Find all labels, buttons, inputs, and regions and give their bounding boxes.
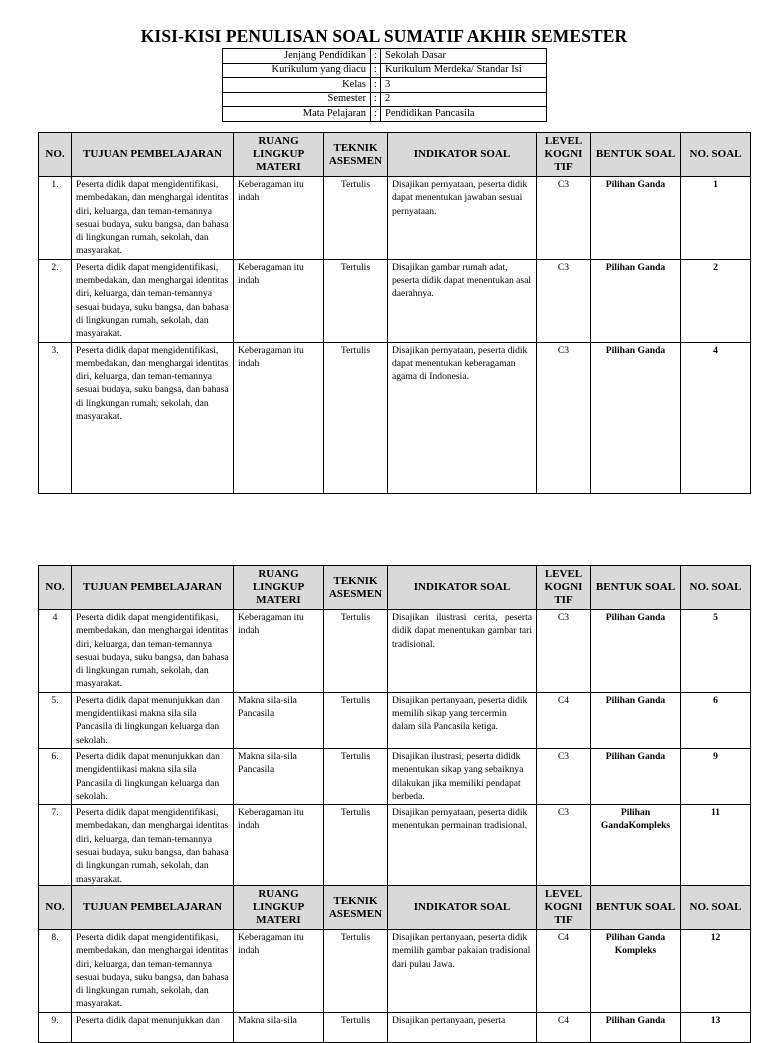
- table-row: [39, 930, 751, 1013]
- header-no-line: NO.: [45, 581, 65, 593]
- kisi-table-3: [38, 885, 751, 1043]
- row-tujuan: Peserta didik dapat mengidentifikasi, membedakan, dan menghargai identitas diri, keluarga, dan teman-temannya sesuai budaya, suku bangsa, dan bahasa di lingkungan rumah, sekolah, dan masyarakat.: [72, 342, 234, 493]
- kisi-table-1: [38, 132, 751, 494]
- document-title: KISI-KISI PENULISAN SOAL SUMATIF AKHIR SEMESTER: [140, 26, 628, 46]
- header-nosoal-line: NO. SOAL: [689, 581, 742, 593]
- table-row: [39, 805, 751, 888]
- header-level-line: KOGNI: [544, 581, 583, 593]
- row-number: 6.: [39, 748, 72, 804]
- header-level-line: LEVEL: [544, 568, 583, 580]
- identity-separator: :: [371, 92, 381, 107]
- identity-label: Jenjang Pendidikan: [223, 49, 371, 64]
- header-ruang-lingkup-line: LINGKUP: [252, 901, 305, 913]
- row-level: C3: [537, 610, 591, 693]
- row-tujuan: Peserta didik dapat menunjukkan dan mengidentiikasi makna sila sila Pancasila di lingkungan keluarga dan sekolah.: [72, 748, 234, 804]
- row-teknik: Tertulis: [324, 610, 388, 693]
- header-teknik: [324, 566, 388, 610]
- header-ruang-lingkup-line: LINGKUP: [252, 148, 305, 160]
- row-bentuk: Pilihan Ganda: [591, 748, 681, 804]
- row-teknik: Tertulis: [324, 805, 388, 888]
- header-no-line: NO.: [45, 901, 65, 913]
- row-indikator: Disajikan pernyataan, peserta didik dapat menentukan jawaban sesuai pernyataan.: [388, 177, 537, 260]
- row-indikator: Disajikan pertanyaan, peserta didik memilih gambar pakaian tradisional dari pulau Jawa.: [388, 930, 537, 1013]
- header-no: [39, 133, 72, 177]
- header-bentuk: [591, 133, 681, 177]
- row-nosoal: 2: [681, 259, 751, 342]
- row-nosoal: 1: [681, 177, 751, 260]
- header-ruang-lingkup: [234, 566, 324, 610]
- header-level-line: TIF: [554, 161, 573, 173]
- header-indikator: [388, 133, 537, 177]
- row-bentuk: Pilihan GandaKompleks: [591, 805, 681, 888]
- header-level-line: TIF: [554, 594, 573, 606]
- header-indikator-line: INDIKATOR SOAL: [413, 148, 511, 160]
- table-row: [39, 1012, 751, 1042]
- header-level-line: LEVEL: [544, 888, 583, 900]
- header-level-line: KOGNI: [544, 901, 583, 913]
- row-materi: Makna sila-sila: [234, 1012, 324, 1042]
- row-tujuan: Peserta didik dapat mengidentifikasi, membedakan, dan menghargai identitas diri, keluarga, dan teman-temannya sesuai budaya, suku bangsa, dan bahasa di lingkungan rumah, sekolah, dan masyarakat.: [72, 259, 234, 342]
- row-level: C3: [537, 805, 591, 888]
- identity-label: Mata Pelajaran: [223, 107, 371, 122]
- header-teknik-line: ASESMEN: [328, 154, 383, 167]
- header-nosoal-line: NO. SOAL: [689, 901, 742, 913]
- header-nosoal: [681, 133, 751, 177]
- header-indikator-line: INDIKATOR SOAL: [413, 581, 511, 593]
- row-bentuk: Pilihan Ganda: [591, 610, 681, 693]
- row-level: C4: [537, 930, 591, 1013]
- row-teknik: Tertulis: [324, 177, 388, 260]
- row-materi: Keberagaman itu indah: [234, 177, 324, 260]
- header-teknik-line: TEKNIK: [333, 574, 378, 587]
- header-teknik-line: ASESMEN: [328, 587, 383, 600]
- row-teknik: Tertulis: [324, 342, 388, 493]
- header-level: [537, 566, 591, 610]
- header-ruang-lingkup-line: MATERI: [256, 594, 301, 606]
- header-level: [537, 133, 591, 177]
- header-nosoal-line: NO. SOAL: [689, 148, 742, 160]
- header-tujuan-line: TUJUAN PEMBELAJARAN: [82, 148, 223, 160]
- row-number: 7.: [39, 805, 72, 888]
- kisi-table-2: [38, 565, 751, 888]
- header-ruang-lingkup-line: LINGKUP: [252, 581, 305, 593]
- row-tujuan: Peserta didik dapat menunjukkan dan mengidentiikasi makna sila sila Pancasila di lingkungan keluarga dan sekolah.: [72, 692, 234, 748]
- identity-label: Kelas: [223, 78, 371, 93]
- header-indikator: [388, 566, 537, 610]
- header-ruang-lingkup-line: RUANG: [258, 568, 299, 580]
- row-level: C3: [537, 342, 591, 493]
- identity-row: [223, 92, 547, 107]
- table-row: [39, 259, 751, 342]
- header-teknik-line: TEKNIK: [333, 141, 378, 154]
- header-nosoal: [681, 566, 751, 610]
- header-ruang-lingkup-line: MATERI: [256, 914, 301, 926]
- identity-row: [223, 49, 547, 64]
- header-bentuk-line: BENTUK SOAL: [595, 581, 676, 593]
- identity-value: Sekolah Dasar: [381, 49, 547, 64]
- row-indikator: Disajikan pertanyaan, peserta didik memilih sikap yang tercermin dalam sila Pancasila ketiga.: [388, 692, 537, 748]
- table-row: [39, 748, 751, 804]
- row-number: 8.: [39, 930, 72, 1013]
- header-level-line: KOGNI: [544, 148, 583, 160]
- row-indikator: Disajikan pernyataan, peserta didik menentukan permainan tradisional.: [388, 805, 537, 888]
- row-nosoal: 11: [681, 805, 751, 888]
- row-tujuan: Peserta didik dapat mengidentifikasi, membedakan, dan menghargai identitas diri, keluarga, dan teman-temannya sesuai budaya, suku bangsa, dan bahasa di lingkungan rumah, sekolah, dan masyarakat.: [72, 177, 234, 260]
- identity-row: [223, 63, 547, 78]
- row-level: C3: [537, 177, 591, 260]
- row-materi: Keberagaman itu indah: [234, 259, 324, 342]
- row-teknik: Tertulis: [324, 748, 388, 804]
- header-nosoal: [681, 886, 751, 930]
- row-level: C4: [537, 1012, 591, 1042]
- identity-table: [222, 48, 547, 122]
- header-ruang-lingkup: [234, 886, 324, 930]
- header-indikator-line: INDIKATOR SOAL: [413, 901, 511, 913]
- identity-value: Pendidikan Pancasila: [381, 107, 547, 122]
- row-tujuan: Peserta didik dapat menunjukkan dan: [72, 1012, 234, 1042]
- identity-separator: :: [371, 107, 381, 122]
- row-bentuk: Pilihan Ganda Kompleks: [591, 930, 681, 1013]
- row-teknik: Tertulis: [324, 930, 388, 1013]
- header-bentuk-line: BENTUK SOAL: [595, 901, 676, 913]
- header-no-line: NO.: [45, 148, 65, 160]
- header-tujuan: [72, 566, 234, 610]
- row-materi: Makna sila-sila Pancasila: [234, 748, 324, 804]
- row-number: 1.: [39, 177, 72, 260]
- row-bentuk: Pilihan Ganda: [591, 259, 681, 342]
- header-ruang-lingkup-line: RUANG: [258, 888, 299, 900]
- header-teknik: [324, 886, 388, 930]
- header-tujuan-line: TUJUAN PEMBELAJARAN: [82, 901, 223, 913]
- identity-label: Semester: [223, 92, 371, 107]
- row-materi: Keberagaman itu indah: [234, 610, 324, 693]
- header-ruang-lingkup: [234, 133, 324, 177]
- row-indikator: Disajikan pertanyaan, peserta: [388, 1012, 537, 1042]
- row-bentuk: Pilihan Ganda: [591, 177, 681, 260]
- row-number: 3.: [39, 342, 72, 493]
- row-nosoal: 13: [681, 1012, 751, 1042]
- row-indikator: Disajikan gambar rumah adat, peserta didik dapat menentukan asal daerahnya.: [388, 259, 537, 342]
- header-bentuk: [591, 566, 681, 610]
- row-indikator: Disajikan ilustrasi cerita, peserta didik dapat menentukan gambar tari tradisional.: [388, 610, 537, 693]
- row-number: 9.: [39, 1012, 72, 1042]
- identity-separator: :: [371, 63, 381, 78]
- row-bentuk: Pilihan Ganda: [591, 1012, 681, 1042]
- table-row: [39, 610, 751, 693]
- identity-value: 3: [381, 78, 547, 93]
- row-tujuan: Peserta didik dapat mengidentifikasi, membedakan, dan menghargai identitas diri, keluarga, dan teman-temannya sesuai budaya, suku bangsa, dan bahasa di lingkungan rumah, sekolah, dan masyarakat.: [72, 930, 234, 1013]
- row-indikator: Disajikan pernyataan, peserta didik dapat menentukan keberagaman agama di Indonesia.: [388, 342, 537, 493]
- row-teknik: Tertulis: [324, 692, 388, 748]
- row-number: 2.: [39, 259, 72, 342]
- header-level-line: LEVEL: [544, 135, 583, 147]
- header-level-line: TIF: [554, 914, 573, 926]
- row-number: 4: [39, 610, 72, 693]
- table-row: [39, 342, 751, 493]
- row-materi: Keberagaman itu indah: [234, 805, 324, 888]
- header-bentuk: [591, 886, 681, 930]
- row-number: 5.: [39, 692, 72, 748]
- table-row: [39, 692, 751, 748]
- row-materi: Keberagaman itu indah: [234, 930, 324, 1013]
- row-nosoal: 9: [681, 748, 751, 804]
- header-teknik-line: TEKNIK: [333, 894, 378, 907]
- header-indikator: [388, 886, 537, 930]
- header-ruang-lingkup-line: MATERI: [256, 161, 301, 173]
- header-tujuan: [72, 886, 234, 930]
- identity-row: [223, 107, 547, 122]
- row-bentuk: Pilihan Ganda: [591, 342, 681, 493]
- identity-separator: :: [371, 78, 381, 93]
- header-ruang-lingkup-line: RUANG: [258, 135, 299, 147]
- row-level: C4: [537, 692, 591, 748]
- header-no: [39, 886, 72, 930]
- header-bentuk-line: BENTUK SOAL: [595, 148, 676, 160]
- row-level: C3: [537, 748, 591, 804]
- row-teknik: Tertulis: [324, 259, 388, 342]
- row-nosoal: 12: [681, 930, 751, 1013]
- header-tujuan-line: TUJUAN PEMBELAJARAN: [82, 581, 223, 593]
- header-teknik-line: ASESMEN: [328, 907, 383, 920]
- row-nosoal: 5: [681, 610, 751, 693]
- row-tujuan: Peserta didik dapat mengidentifikasi, membedakan, dan menghargai identitas diri, keluarga, dan teman-temannya sesuai budaya, suku bangsa, dan bahasa di lingkungan rumah, sekolah, dan masyarakat.: [72, 805, 234, 888]
- row-nosoal: 4: [681, 342, 751, 493]
- row-level: C3: [537, 259, 591, 342]
- table-row: [39, 177, 751, 260]
- row-tujuan: Peserta didik dapat mengidentifikasi, membedakan, dan menghargai identitas diri, keluarga, dan teman-temannya sesuai budaya, suku bangsa, dan bahasa di lingkungan rumah, sekolah, dan masyarakat.: [72, 610, 234, 693]
- identity-label: Kurikulum yang diacu: [223, 63, 371, 78]
- identity-value: 2: [381, 92, 547, 107]
- header-tujuan: [72, 133, 234, 177]
- identity-value: Kurikulum Merdeka/ Standar Isi: [381, 63, 547, 78]
- row-bentuk: Pilihan Ganda: [591, 692, 681, 748]
- identity-separator: :: [371, 49, 381, 64]
- header-teknik: [324, 133, 388, 177]
- header-no: [39, 566, 72, 610]
- row-teknik: Tertulis: [324, 1012, 388, 1042]
- row-materi: Makna sila-sila Pancasila: [234, 692, 324, 748]
- header-level: [537, 886, 591, 930]
- identity-row: [223, 78, 547, 93]
- row-indikator: Disajikan ilustrasi, peserta dididk menentukan sikap yang sebaiknya dilakukan jika memiliki pendapat berbeda.: [388, 748, 537, 804]
- row-materi: Keberagaman itu indah: [234, 342, 324, 493]
- row-nosoal: 6: [681, 692, 751, 748]
